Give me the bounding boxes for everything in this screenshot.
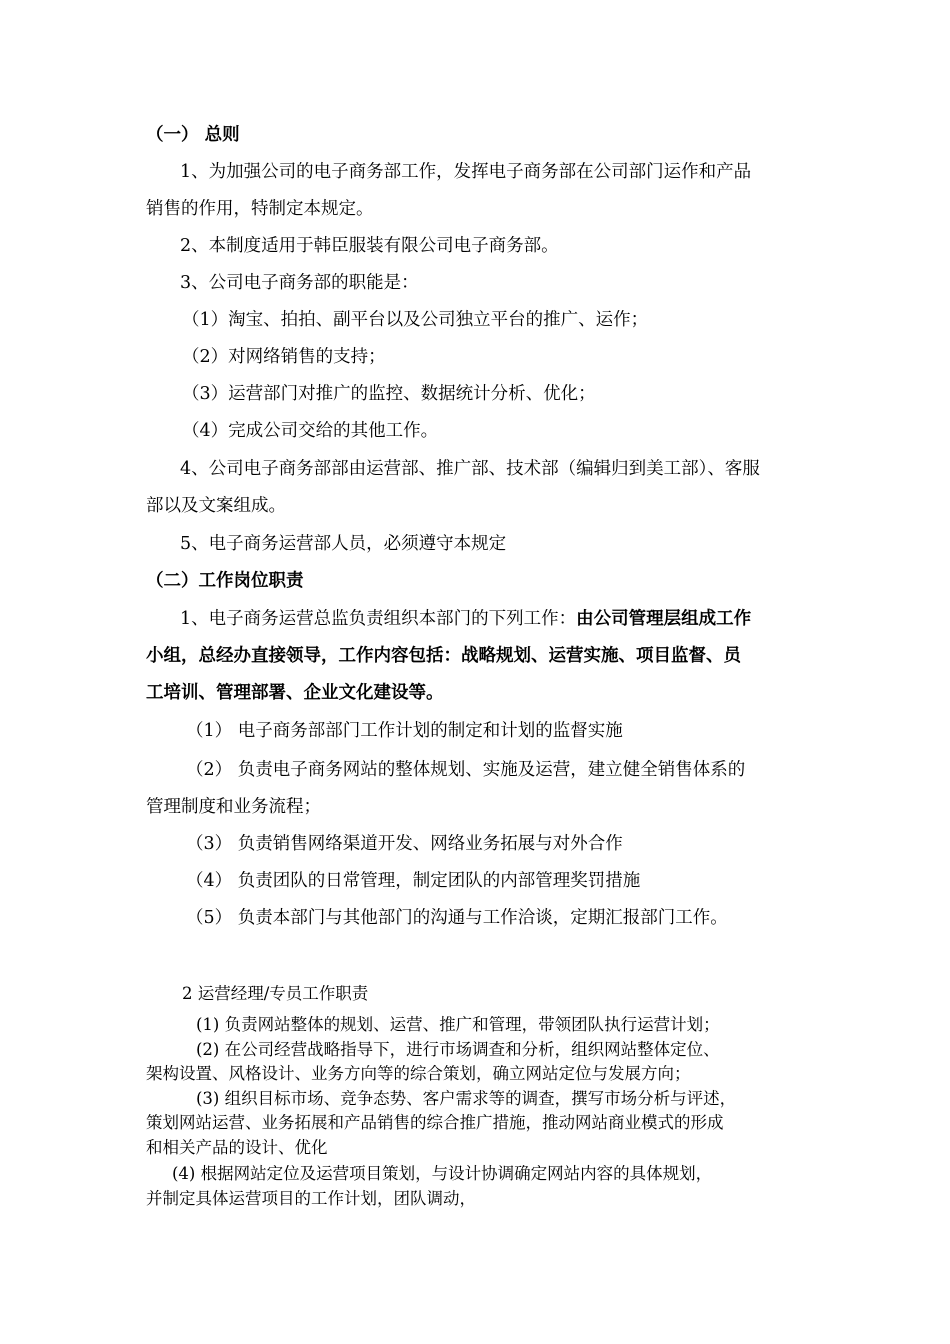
paragraph-line: 架构设置、风格设计、业务方向等的综合策划，确立网站定位与发展方向； [146,1064,691,1083]
list-item: (4) 根据网站定位及运营项目策划，与设计协调确定网站内容的具体规划， [172,1164,713,1183]
paragraph-line: 策划网站运营、业务拓展和产品销售的综合推广措施，推动网站商业模式的形成 [146,1113,724,1132]
list-item: (3) 组织目标市场、竞争态势、客户需求等的调查，撰写市场分析与评述， [196,1089,737,1108]
paragraph-line [180,608,751,630]
list-item: （4）完成公司交给的其他工作。 [182,421,439,441]
list-item: （2） 负责电子商务网站的整体规划、实施及运营，建立健全销售体系的 [186,760,746,780]
section-heading-ops-manager: 2 运营经理/专员工作职责 [182,984,369,1003]
paragraph-line: 和相关产品的设计、优化 [146,1138,328,1157]
paragraph-line: 并制定具体运营项目的工作计划，团队调动， [146,1189,476,1208]
list-item: （5） 负责本部门与其他部门的沟通与工作洽谈，定期汇报部门工作。 [186,908,728,928]
paragraph-line: 工培训、管理部署、企业文化建设等。 [146,683,444,703]
paragraph-line: 4、公司电子商务部部由运营部、推广部、技术部（编辑归到美工部）、客服 [180,459,760,479]
paragraph-line: 销售的作用，特制定本规定。 [146,199,374,219]
paragraph-line: 2、本制度适用于韩臣服装有限公司电子商务部。 [180,236,559,256]
paragraph-line: 小组，总经办直接领导，工作内容包括：战略规划、运营实施、项目监督、员 [146,646,741,666]
intro-bold-text: 由公司管理层组成工作 [576,609,752,629]
paragraph-line: 5、电子商务运营部人员，必须遵守本规定 [180,534,507,554]
list-item: (1) 负责网站整体的规划、运营、推广和管理，带领团队执行运营计划； [196,1015,720,1034]
list-item: （1）淘宝、拍拍、副平台以及公司独立平台的推广、运作； [182,310,649,330]
list-item: （4） 负责团队的日常管理，制定团队的内部管理奖罚措施 [186,871,641,891]
list-item: （2）对网络销售的支持； [182,347,386,367]
list-item: （3） 负责销售网络渠道开发、网络业务拓展与对外合作 [186,834,623,854]
list-item: （3）运营部门对推广的监控、数据统计分析、优化； [182,384,596,404]
paragraph-line: 部以及文案组成。 [146,496,286,516]
paragraph-line: 3、公司电子商务部的职能是： [180,273,419,293]
section-heading-duties: （二）工作岗位职责 [146,571,304,591]
paragraph-line: 管理制度和业务流程； [146,797,321,817]
intro-plain-text: 1、电子商务运营总监负责组织本部门的下列工作： [180,609,577,629]
section-heading-general: （一） 总则 [146,125,240,145]
paragraph-line: 1、为加强公司的电子商务部工作，发挥电子商务部在公司部门运作和产品 [180,162,752,182]
list-item: (2) 在公司经营战略指导下，进行市场调查和分析，组织网站整体定位、 [196,1040,720,1059]
list-item: （1） 电子商务部部门工作计划的制定和计划的监督实施 [186,721,623,741]
